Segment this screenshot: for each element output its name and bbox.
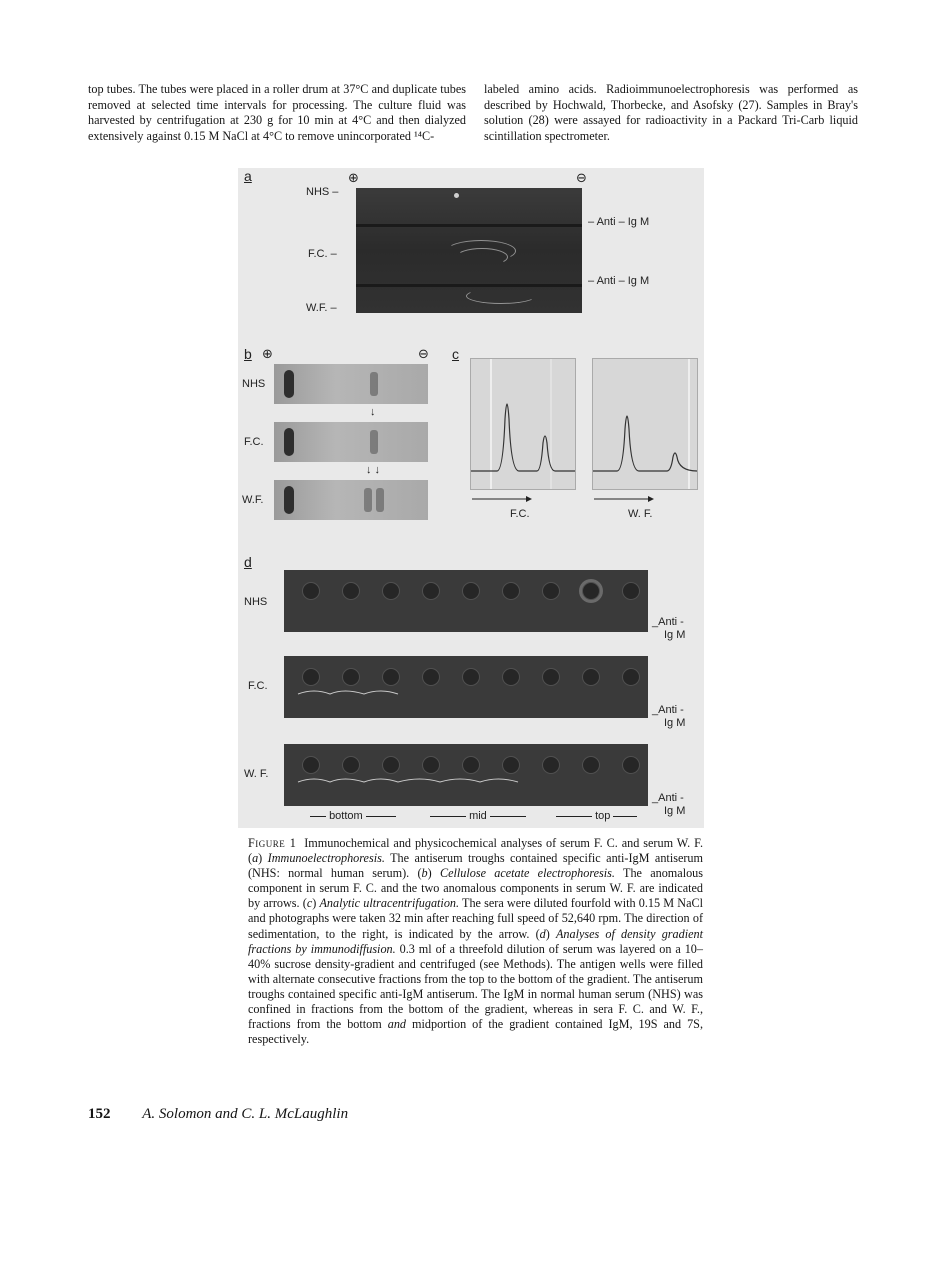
nhs-well [454,193,459,198]
caption-b-title: Cellulose acetate electrophoresis. [439,866,615,881]
antigen-well [542,582,560,600]
panel-d-letter: d [244,554,252,570]
double-arrow-down-icon: ↓ ↓ [366,464,381,476]
caption-a-title: Immunoelectrophoresis. [267,851,385,866]
antigen-well [382,756,400,774]
figure-label: Figure 1 [248,836,297,850]
panel-b-minus-icon: ⊖ [418,346,429,361]
antigen-well [582,756,600,774]
panel-c-label-fc: F.C. [510,508,530,520]
trough-label-line2: Ig M [664,717,686,729]
band [370,372,378,396]
top-text-right: labeled amino acids. Radioimmunoelectrophoresis was performed as described by Hochwald, Thorbecke, and Asofsky (27). Samples in Bray's solution (28) were assayed for radioactivity in a Packard Tri-Carb liquid scintillation spectrometer. [484,82,858,143]
antigen-well [502,668,520,686]
panel-d-row-wf: W. F. [244,768,269,780]
trough-1 [356,224,582,227]
panel-d-row-fc: F.C. [248,680,268,692]
axis-top-text: top [595,810,611,822]
antigen-well [302,756,320,774]
caption-text-3: The anomalous component in serum F. C. and the two anomalous components in serum W. F. are indicated by arrows. ( [248,866,704,911]
axis-mid-text: mid [469,810,487,822]
panel-a-row-nhs: NHS – [306,186,339,198]
panel-b-letter: b [244,346,252,362]
axis-mid-label [430,810,526,822]
antigen-well [622,756,640,774]
panel-a-trough-label-1: – Anti – Ig M [588,216,650,228]
panel-d-row-nhs: NHS [244,596,268,608]
antigen-well [422,582,440,600]
panel-b-row-nhs: NHS [242,378,266,390]
top-text-right-column [484,82,858,144]
panel-b-row-fc: F.C. [244,436,264,448]
electrophoresis-strip-nhs [274,364,428,404]
antigen-well [342,582,360,600]
panel-d-trough-label-1 [652,616,685,642]
caption-text-6: midportion of the gradient contained IgM, 19S and 7S, respectively. [248,1017,703,1047]
figure-caption: Figure 1 Immunochemical and physicochemical analyses of serum F. C. and serum W. F. (a) Immunoelectrophoresis. The antiserum troughs contained specific anti-IgM antiserum (NHS: normal human serum). (b) Cellulose acetate electrophoresis. The anomalous component in serum F. C. and the two anomalous components in serum W. F. are indicated by arrows. (c) Analytic ultracentrifugation. The sera were diluted fourfold with 0.15 M NaCl and photographs were taken 32 min after reaching full speed of 52,640 rpm. The direction of sedimentation, to the right, is indicated by the arrow. (d) Analyses of density gradient fractions by immunodiffusion. 0.3 ml of a threefold dilution of serum was layered on a 10–40% sucrose density-gradient and centrifuged (see Methods). The antigen wells were filled with alternate consecutive fractions from the top to the bottom of the gradient. The antiserum troughs contained specific anti-IgM antiserum. The IgM in normal human serum (NHS) was confined in fractions from the bottom of the gradient, whereas in sera F. C. and W. F., fractions from the bottom and midportion of the gradient contained IgM, 19S and 7S, respectively. [248,836,704,1047]
panel-a-letter: a [244,168,252,184]
axis-top-label [556,810,637,822]
electrophoresis-strip-fc [274,422,428,462]
ultracentrifuge-photo-wf [592,358,698,490]
antigen-well [542,668,560,686]
immunodiffusion-gel-wf [284,744,648,806]
figure-plate [238,168,704,828]
sedimentation-pattern-wf [593,359,697,489]
immunoelectrophoresis-gel [356,188,582,313]
electrophoresis-strip-wf [274,480,428,520]
antigen-well [302,582,320,600]
caption-text-2: The antiserum troughs contained specific anti-IgM antiserum (NHS: normal human serum). ( [248,851,703,881]
antigen-well [422,756,440,774]
panel-a-minus-icon: ⊖ [576,170,587,185]
precipitin-lines [294,686,414,700]
anomalous-band [376,488,384,512]
sedimentation-pattern-fc [471,359,575,489]
trough-label-line1: _Anti - [652,704,684,716]
antigen-well [342,668,360,686]
application-spot [284,428,294,456]
antigen-well [382,668,400,686]
antigen-well [582,668,600,686]
antigen-well [542,756,560,774]
antigen-well [582,582,600,600]
trough-label-line1: _Anti - [652,792,684,804]
panel-a-plus-icon: ⊕ [348,170,359,185]
immunodiffusion-gel-fc [284,656,648,718]
caption-text-5: 0.3 ml of a threefold dilution of serum was layered on a 10–40% sucrose density-gradient and centrifuged (see Methods). The antigen wells were filled with alternate consecutive fractions from the top to the bottom of the gradient. The antiserum troughs contained specific anti-IgM antiserum. The IgM in normal human serum (NHS) was confined in fractions from the bottom of the gradient, whereas in sera F. C. and W. F., fractions from the bottom [248,941,703,1032]
trough-2 [356,284,582,287]
precipitin-lines [294,774,524,788]
arrow-down-icon: ↓ [370,406,376,418]
antigen-well [462,668,480,686]
antigen-well [342,756,360,774]
page-footer [88,1106,348,1123]
panel-d-trough-label-2 [652,704,685,730]
precipitin-arc [466,288,536,304]
ultracentrifuge-photo-fc [470,358,576,490]
trough-label-line2: Ig M [664,805,686,817]
trough-label-line1: _Anti - [652,616,684,628]
caption-c-letter: c [306,896,313,911]
caption-text-4: The sera were diluted fourfold with 0.15 M NaCl and photographs were taken 32 min after reaching full speed of 52,640 rpm. The direction of sedimentation, to the right, is indicated by the arrow. ( [248,896,703,941]
caption-d-letter: d [539,926,546,941]
immunodiffusion-gel-nhs [284,570,648,632]
sedimentation-direction-arrows [470,494,700,504]
antigen-well [462,756,480,774]
panel-a-row-wf: W.F. – [306,302,337,314]
top-text-left: top tubes. The tubes were placed in a roller drum at 37°C and duplicate tubes removed at selected time intervals for processing. The culture fluid was harvested by centrifugation at 230 g for 10 min at 4°C and then dialyzed extensively against 0.15 M NaCl at 4°C to remove unincorporated ¹⁴C- [88,82,466,143]
panel-b-row-wf: W.F. [242,494,264,506]
caption-c-title: Analytic ultracentrifugation. [319,896,460,911]
panel-d-trough-label-3 [652,792,685,818]
panel-c-letter: c [452,346,459,362]
axis-bottom-text: bottom [329,810,363,822]
panel-a-trough-label-2: – Anti – Ig M [588,275,650,287]
antigen-well [382,582,400,600]
panel-a-row-fc: F.C. – [308,248,337,260]
caption-b-letter: b [421,866,428,881]
caption-d-title: Analyses of density gradient fractions by immunodiffusion. [248,926,703,956]
panel-c-label-wf: W. F. [628,508,653,520]
trough-label-line2: Ig M [664,629,686,641]
antigen-well [302,668,320,686]
anomalous-band [370,430,378,454]
page-number: 152 [88,1106,111,1122]
running-authors: A. Solomon and C. L. McLaughlin [142,1106,349,1122]
antigen-well [622,582,640,600]
caption-and-italic: and [387,1017,407,1032]
caption-text-1: Immunochemical and physicochemical analyses of serum F. C. and serum W. F. ( [248,836,704,866]
application-spot [284,486,294,514]
antigen-well [502,582,520,600]
precipitin-arc [456,248,508,266]
panel-b-plus-icon: ⊕ [262,346,273,361]
top-text-left-column [88,82,466,144]
antigen-well [462,582,480,600]
anomalous-band [364,488,372,512]
application-spot [284,370,294,398]
antigen-well [622,668,640,686]
antigen-well [422,668,440,686]
antigen-well [502,756,520,774]
axis-bottom-label [310,810,396,822]
caption-a-letter: a [252,851,259,866]
